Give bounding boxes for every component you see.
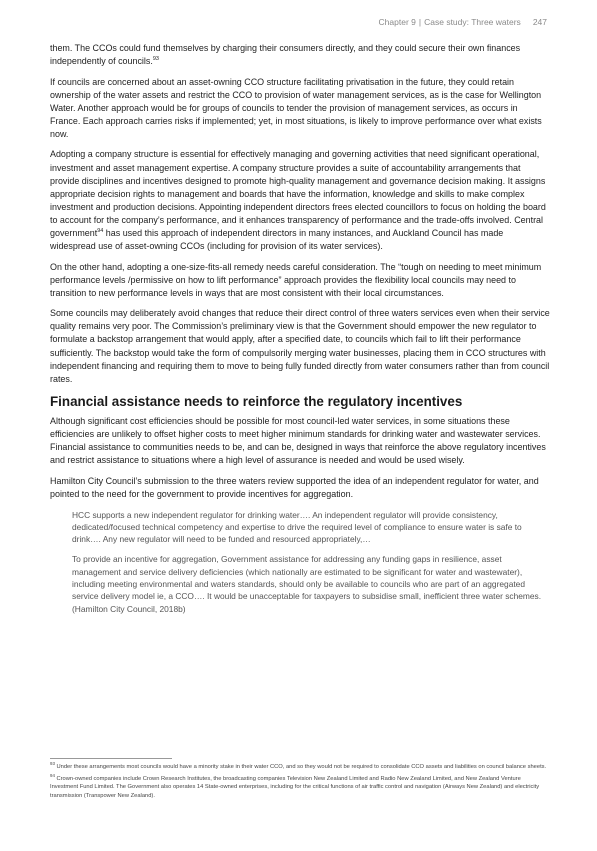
footnote-divider <box>50 758 172 759</box>
footnote-ref-94[interactable]: 94 <box>97 228 104 235</box>
header-chapter: Chapter 9 <box>378 17 416 27</box>
footnote-94: $^{94}$ Crown-owned companies include Crown Research Institutes, the broadcasting companies Television New Zealand Limited and Radio New Zealand Limited, and New Zealand Venture Investment Fund Limited. The Government also operates 14 State-owned enterprises, including for the critical functions of air traffic control and navigation (Airways New Zealand) and electricity transmission (Transpower New Zealand). <box>50 772 540 799</box>
footnote-ref-93[interactable]: 93 <box>152 56 159 63</box>
section-heading: Financial assistance needs to reinforce the regulatory incentives <box>50 394 463 410</box>
page-number: 247 <box>532 17 547 27</box>
paragraph-5: Some councils may deliberately avoid changes that reduce their direct control of three waters services even when their service quality remains very poor. The Commission’s preliminary view is that the Government should empower the new regulator to formulate a backstop arrangement that would apply, after a specified date, to councils which fail to lift their performance sufficiently. The backstop would take the form of compulsorily merging water businesses, placing them in CCO structures with independent financing and requiring them to move to being fully funded directly from water consumers rather than from council rates. <box>50 308 550 384</box>
paragraph-4: On the other hand, adopting a one-size-fits-all remedy needs careful consideration. The “tough on needing to meet minimum performance levels /permissive on how to lift performance” approach provides the flexibility local councils may need to transition to new performance levels in ways that are most consistent with their local circumstances. <box>50 261 542 298</box>
header-separator: | <box>418 17 422 27</box>
paragraph-1: them. The CCOs could fund themselves by charging their consumers directly, and they could secure their own finances independently of councils.$^{93}$ <box>50 43 521 67</box>
running-header <box>379 17 547 27</box>
paragraph-2: If councils are concerned about an asset-owning CCO structure facilitating privatisation in the future, they could retain ownership of the water assets and restrict the CCO to provision of water management services, as is the case for Wellington Water. Another approach would be for groups of councils to tender the provision of management services, as occurs in France. Each approach carries risks if implemented; yet, in most situations, is likely to improve performance over what exists now. <box>50 76 542 139</box>
main-text <box>50 42 550 623</box>
paragraph-6: Although significant cost efficiencies should be possible for most council-led water services, in some situations these efficiencies are unlikely to offset higher costs to meet higher minimum standards for drinking water and wastewater services. Financial assistance to communities needs to be, and can be, designed in ways that reinforce the above regulatory incentives and restrict assistance to situations where a high level of assurance is needed and would be used wisely. <box>50 416 546 466</box>
footnote-93: $^{93}$ Under these arrangements most councils would have a minority stake in their water CCO, and so they would not be required to consolidate CCO assets and liabilities on council balance sheets. <box>50 761 547 770</box>
paragraph-3: Adopting a company structure is essential for effectively managing and governing activities that need significant operational, investment and asset management expertise. A company structure provides a suite of accountability arrangements that provide disciplines and incentives designed to promote high-quality management and governance decision making. It assigns appropriate decision rights to management and boards that have the information, knowledge and skills to make complex investment and production decisions. Appointing independent directors frees elected councillors to focus on holding the board to account for the company’s performance, and it enhances transparency of performance and the trade-offs involved. Central government$^{94}$ has used this approach of independent directors in many instances, and Auckland Council has made widespread use of asset-owning CCOs (including for provision of its water services). <box>50 149 546 252</box>
quote-paragraph-2: To provide an incentive for aggregation, Government assistance for addressing any funding gaps in resilience, asset management and service delivery deficiencies (which nationally are estimated to be significant for water and wastewater), including meeting environmental and waters standards, should only be available to councils who are part of an aggregated service delivery model ie, a CCO…. It would be unacceptable for taxpayers to subsidise small, inefficient three water schemes. (Hamilton City Council, 2018b) <box>72 554 542 614</box>
paragraph-7: Hamilton City Council’s submission to the three waters review supported the idea of an independent regulator for water, and pointed to the need for the government to provide incentives for aggregation. <box>50 475 539 500</box>
header-title: Case study: Three waters <box>424 17 521 27</box>
footnotes <box>50 763 550 803</box>
quote-paragraph-1: HCC supports a new independent regulator for drinking water…. An independent regulator will provide consistency, dedicated/focused technical competency and expertise to drive the required level of compliance to ensure water is safe to drink…. Any new regulator will need to be funded and resourced appropriately,… <box>72 509 522 545</box>
block-quote <box>72 509 550 616</box>
